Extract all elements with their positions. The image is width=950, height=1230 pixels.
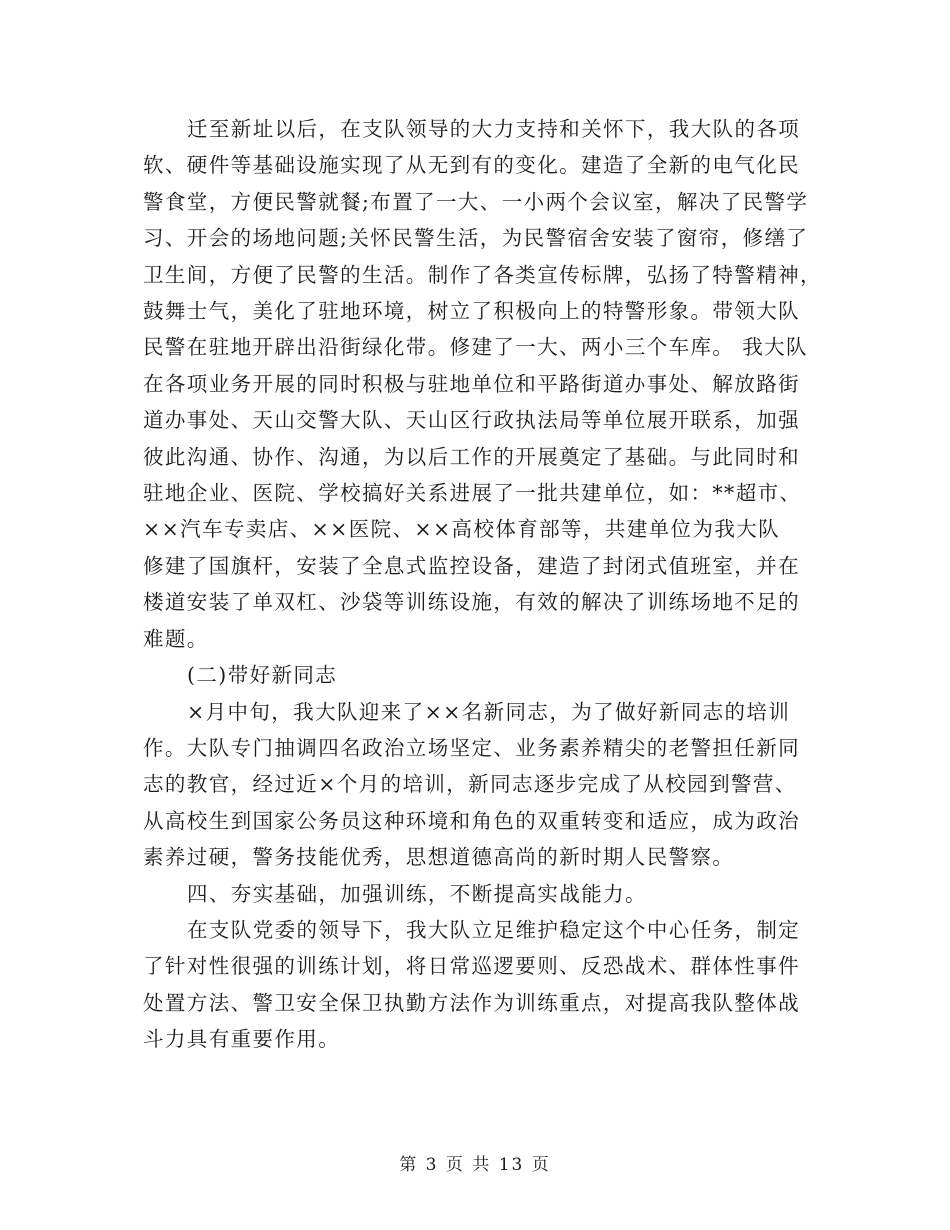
- text-line: 迁至新址以后，在支队领导的大力支持和关怀下，我大队的各项: [187, 117, 801, 141]
- document-body: [143, 111, 822, 1058]
- text-line: 作。大队专门抽调四名政治立场坚定、业务素养精尖的老警担任新同: [143, 735, 800, 760]
- section-heading-new-staff: [143, 657, 808, 693]
- text-line: 道办事处、天山交警大队、天山区行政执法局等单位展开联系，加强: [143, 408, 800, 433]
- text-line: ×月中旬，我大队迎来了××名新同志，为了做好新同志的培训: [187, 699, 791, 724]
- text-line: 驻地企业、医院、学校搞好关系进展了一批共建单位，如：**超市、: [143, 481, 802, 506]
- text-line: 卫生间，方便了民警的生活。制作了各类宣传标牌，弘扬了特警精神，: [143, 262, 822, 287]
- text-line: 民警在驻地开辟出沿街绿化带。修建了一大、两小三个车库。 我大队: [143, 335, 808, 360]
- text-line: 在支队党委的领导下，我大队立足维护稳定这个中心任务，制定: [187, 917, 801, 942]
- text-line: (二)带好新同志: [187, 663, 338, 688]
- text-line: 志的教官，经过近×个月的培训，新同志逐步完成了从校园到警营、: [143, 772, 797, 797]
- text-line: ××汽车专卖店、××医院、××高校体育部等，共建单位为我大队: [143, 517, 781, 542]
- text-line: 彼此沟通、协作、沟通，为以后工作的开展奠定了基础。与此同时和: [143, 444, 800, 469]
- page-number-footer: 第 3 页 共 13 页: [399, 1155, 551, 1175]
- text-line: 鼓舞士气，美化了驻地环境，树立了积极向上的特警形象。带领大队: [143, 299, 800, 324]
- text-line: 处置方法、警卫安全保卫执勤方法作为训练重点，对提高我队整体战: [143, 990, 800, 1015]
- text-line: 了针对性很强的训练计划，将日常巡逻要则、反恐战术、群体性事件: [143, 954, 800, 979]
- text-line: 素养过硬，警务技能优秀，思想道德高尚的新时期人民警察。: [143, 845, 735, 870]
- paragraph-training: [143, 912, 808, 1058]
- paragraph-new-staff: [143, 694, 808, 876]
- paragraph-relocation: [143, 111, 822, 657]
- text-line: 从高校生到国家公务员这种环境和角色的双重转变和适应，成为政治: [143, 808, 800, 833]
- text-line: 习、开会的场地问题;关怀民警生活，为民警宿舍安装了窗帘，修缮了: [143, 226, 809, 251]
- text-line: 修建了国旗杆，安装了全息式监控设备，建造了封闭式值班室，并在: [143, 553, 800, 578]
- text-line: 难题。: [143, 626, 209, 651]
- text-line: 斗力具有重要作用。: [143, 1027, 341, 1052]
- text-line: 四、夯实基础，加强训练，不断提高实战能力。: [187, 881, 647, 906]
- text-line: 软、硬件等基础设施实现了从无到有的变化。建造了全新的电气化民: [143, 153, 800, 178]
- text-line: 楼道安装了单双杠、沙袋等训练设施，有效的解决了训练场地不足的: [143, 590, 800, 615]
- section-heading-training: [143, 876, 808, 912]
- text-line: 警食堂，方便民警就餐;布置了一大、一小两个会议室，解决了民警学: [143, 189, 809, 214]
- text-line: 在各项业务开展的同时积极与驻地单位和平路街道办事处、解放路街: [143, 371, 800, 396]
